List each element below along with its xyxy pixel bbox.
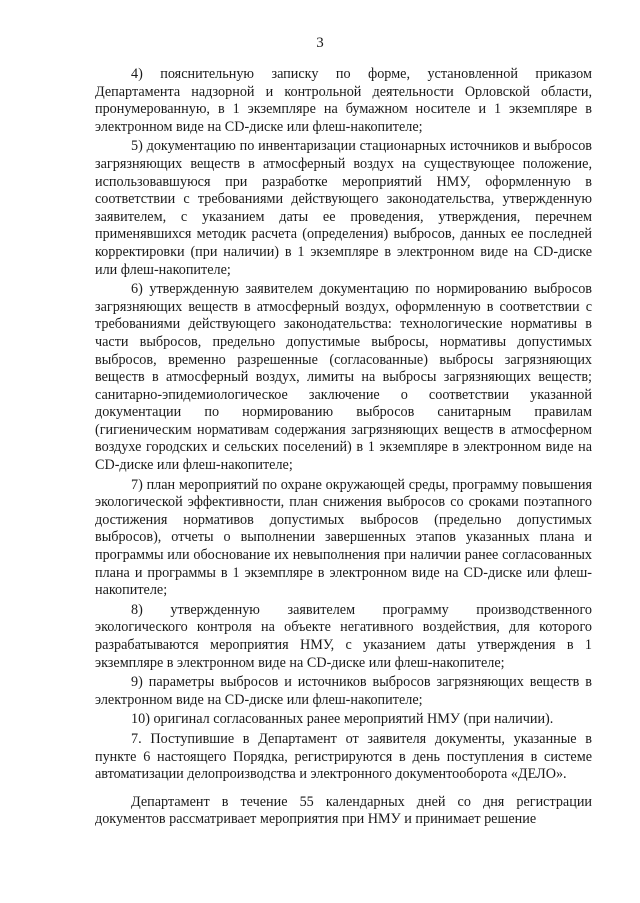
paragraph-item-10: 10) оригинал согласованных ранее мероприятий НМУ (при наличии). [131,711,554,728]
paragraph-item-9: 9) параметры выбросов и источников выбросов загрязняющих веществ в электронном виде на CD-диске или флеш-накопителе; [95,674,592,708]
document-body [95,66,592,829]
paragraph-department-review: Департамент в течение 55 календарных дней со дня регистрации документов рассматривает мероприятия при НМУ и принимает решение [95,793,592,828]
paragraph-item-6: 6) утвержденную заявителем документацию по нормированию выбросов загрязняющих веществ в атмосферный воздух, оформленную в соответствии с требованиями действующего законодательства: технологические нормативы в части выбросов, предельно допустимые выбросы, нормативы допустимых выбросов, временно разрешенные (согласованные) выбросы загрязняющих веществ в атмосферный воздух, лимиты на выбросы загрязняющих веществ; санитарно-эпидемиологическое заключение о соответствии указанной документации по нормированию выбросов санитарным правилам (гигиеническим нормативам содержания загрязняющих веществ в атмосферном воздухе городских и сельских поселений) в 1 экземпляре в электронном виде на CD-диске или флеш-накопителе; [95,281,592,474]
paragraph-item-7: 7) план мероприятий по охране окружающей среды, программу повышения экологической эффективности, план снижения выбросов со сроками поэтапного достижения нормативов допустимых выбросов (предельно допустимых выбросов), отчеты о выполнении завершенных этапов указанных плана и программы или обоснование их невыполнения при наличии ранее согласованных плана и программы в 1 экземпляре в электронном виде на CD-диске или флеш-накопителе; [95,476,592,599]
page-number: 3 [316,35,324,51]
paragraph-item-4: 4) пояснительную записку по форме, установленной приказом Департамента надзорной и контрольной деятельности Орловской области, пронумерованную, в 1 экземпляре на бумажном носителе и 1 экземпляре в электронном виде на CD-диске или флеш-накопителе; [95,66,592,135]
paragraph-item-8: 8) утвержденную заявителем программу производственного экологического контроля на объекте негативного воздействия, для которого разрабатываются мероприятия НМУ, с указанием даты утверждения в 1 экземпляре в электронном виде на CD-диске или флеш-накопителе; [95,601,592,671]
paragraph-item-5: 5) документацию по инвентаризации стационарных источников и выбросов загрязняющих веществ в атмосферный воздух на существующее положение, использовавшуюся при разработке мероприятий НМУ, оформленную в соответствии с требованиями действующего законодательства, утвержденную заявителем, с указанием даты ее проведения, утверждения, перечнем применявшихся методик расчета (определения) выбросов, данных ее последней корректировки (при наличии) в 1 экземпляре в электронном виде на CD-диске или флеш-накопителе; [95,138,592,278]
paragraph-section-7: 7. Поступившие в Департамент от заявителя документы, указанные в пункте 6 настоящего Порядка, регистрируются в день поступления в системе автоматизации делопроизводства и электронного документооборота «ДЕЛО». [95,730,592,783]
